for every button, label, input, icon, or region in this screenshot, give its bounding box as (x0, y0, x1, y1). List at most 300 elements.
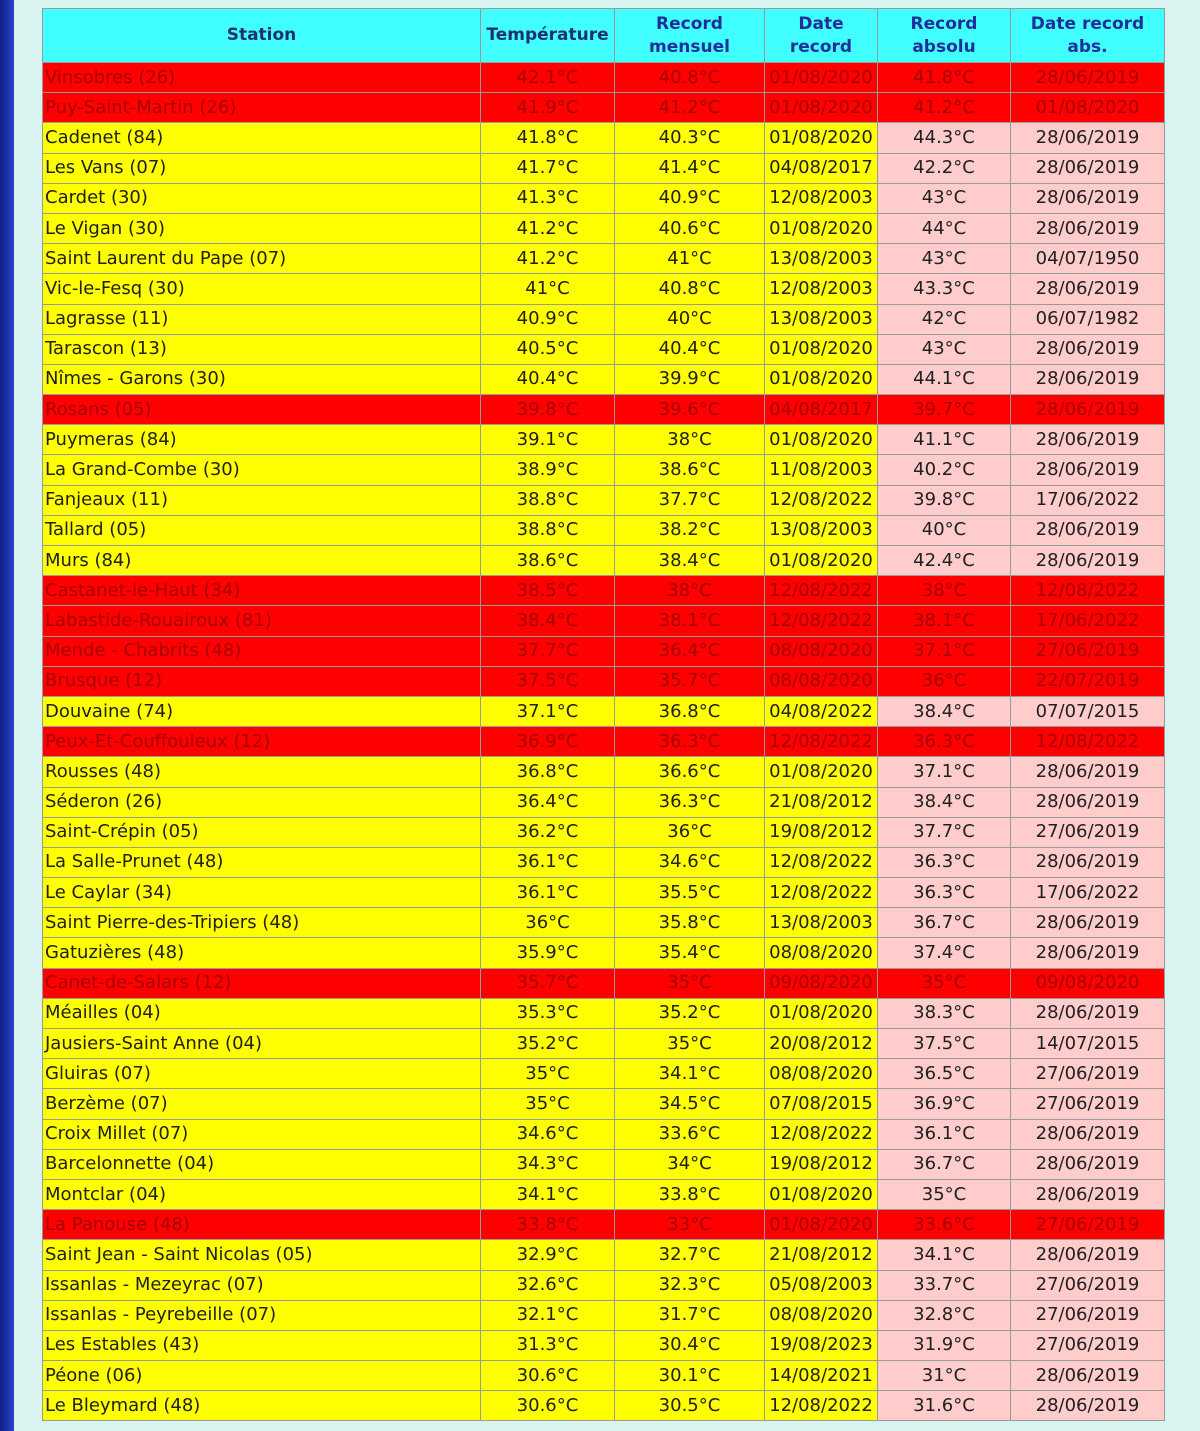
temperature-records-table (42, 8, 1165, 1421)
date-record-abs-cell: 22/07/2019 (1011, 666, 1165, 696)
absolute-record-cell: 37.1°C (878, 636, 1011, 666)
table-row (43, 244, 1165, 274)
date-record-cell: 21/08/2012 (765, 787, 878, 817)
station-cell: La Salle-Prunet (48) (43, 847, 481, 877)
station-cell: Brusque (12) (43, 666, 481, 696)
date-record-cell: 12/08/2022 (765, 878, 878, 908)
table-row (43, 546, 1165, 576)
temperature-cell: 32.6°C (481, 1270, 615, 1300)
date-record-cell: 01/08/2020 (765, 213, 878, 243)
temperature-cell: 38.4°C (481, 606, 615, 636)
temperature-cell: 37.5°C (481, 666, 615, 696)
date-record-cell: 12/08/2022 (765, 485, 878, 515)
table-row (43, 304, 1165, 334)
station-cell: Puymeras (84) (43, 425, 481, 455)
monthly-record-cell: 33.6°C (615, 1119, 765, 1149)
monthly-record-cell: 35.2°C (615, 998, 765, 1028)
station-cell: Méailles (04) (43, 998, 481, 1028)
temperature-cell: 34.1°C (481, 1179, 615, 1209)
absolute-record-cell: 36.3°C (878, 727, 1011, 757)
temperature-cell: 30.6°C (481, 1361, 615, 1391)
monthly-record-cell: 36.4°C (615, 636, 765, 666)
table-row (43, 666, 1165, 696)
temperature-cell: 35.3°C (481, 998, 615, 1028)
date-record-cell: 08/08/2020 (765, 666, 878, 696)
table-row (43, 274, 1165, 304)
temperature-cell: 38.8°C (481, 515, 615, 545)
date-record-abs-cell: 28/06/2019 (1011, 123, 1165, 153)
absolute-record-cell: 42°C (878, 304, 1011, 334)
date-record-abs-cell: 28/06/2019 (1011, 787, 1165, 817)
absolute-record-cell: 40°C (878, 515, 1011, 545)
monthly-record-cell: 40.4°C (615, 334, 765, 364)
absolute-record-cell: 31.6°C (878, 1391, 1011, 1421)
header-date-record-abs (1011, 9, 1165, 63)
monthly-record-cell: 36.6°C (615, 757, 765, 787)
table-row (43, 515, 1165, 545)
station-cell: Saint-Crépin (05) (43, 817, 481, 847)
date-record-cell: 13/08/2003 (765, 244, 878, 274)
table-row (43, 817, 1165, 847)
table-row (43, 1391, 1165, 1421)
station-cell: Les Estables (43) (43, 1330, 481, 1360)
absolute-record-cell: 37.7°C (878, 817, 1011, 847)
date-record-cell: 08/08/2020 (765, 1300, 878, 1330)
date-record-cell: 08/08/2020 (765, 938, 878, 968)
temperature-cell: 39.8°C (481, 395, 615, 425)
monthly-record-cell: 40.9°C (615, 183, 765, 213)
monthly-record-cell: 35.4°C (615, 938, 765, 968)
temperature-cell: 36.9°C (481, 727, 615, 757)
temperature-cell: 36.4°C (481, 787, 615, 817)
date-record-abs-cell: 27/06/2019 (1011, 1089, 1165, 1119)
absolute-record-cell: 42.2°C (878, 153, 1011, 183)
station-cell: Peux-Et-Couffouleux (12) (43, 727, 481, 757)
monthly-record-cell: 39.6°C (615, 395, 765, 425)
temperature-cell: 40.5°C (481, 334, 615, 364)
station-cell: Issanlas - Peyrebeille (07) (43, 1300, 481, 1330)
date-record-cell: 12/08/2003 (765, 183, 878, 213)
monthly-record-cell: 39.9°C (615, 364, 765, 394)
monthly-record-cell: 36.3°C (615, 727, 765, 757)
date-record-cell: 19/08/2023 (765, 1330, 878, 1360)
monthly-record-cell: 40.8°C (615, 63, 765, 93)
monthly-record-cell: 35.5°C (615, 878, 765, 908)
date-record-abs-cell: 27/06/2019 (1011, 1330, 1165, 1360)
station-cell: Vic-le-Fesq (30) (43, 274, 481, 304)
date-record-cell: 08/08/2020 (765, 1059, 878, 1089)
table-header (43, 9, 1165, 63)
station-cell: Saint Pierre-des-Tripiers (48) (43, 908, 481, 938)
date-record-abs-cell: 27/06/2019 (1011, 1059, 1165, 1089)
absolute-record-cell: 43°C (878, 244, 1011, 274)
temperature-cell: 30.6°C (481, 1391, 615, 1421)
table-row (43, 998, 1165, 1028)
date-record-cell: 04/08/2017 (765, 153, 878, 183)
absolute-record-cell: 38°C (878, 576, 1011, 606)
monthly-record-cell: 40°C (615, 304, 765, 334)
station-cell: Berzème (07) (43, 1089, 481, 1119)
station-cell: Rousses (48) (43, 757, 481, 787)
absolute-record-cell: 33.6°C (878, 1210, 1011, 1240)
temperature-cell: 36°C (481, 908, 615, 938)
station-cell: Cardet (30) (43, 183, 481, 213)
monthly-record-cell: 38.4°C (615, 546, 765, 576)
date-record-cell: 01/08/2020 (765, 63, 878, 93)
table-row (43, 425, 1165, 455)
absolute-record-cell: 37.1°C (878, 757, 1011, 787)
table-row (43, 455, 1165, 485)
date-record-abs-cell: 28/06/2019 (1011, 63, 1165, 93)
station-cell: Rosans (05) (43, 395, 481, 425)
date-record-abs-cell: 28/06/2019 (1011, 998, 1165, 1028)
date-record-abs-cell: 28/06/2019 (1011, 1119, 1165, 1149)
temperature-cell: 35.9°C (481, 938, 615, 968)
date-record-abs-cell: 28/06/2019 (1011, 153, 1165, 183)
temperature-cell: 38.6°C (481, 546, 615, 576)
header-date-record-abs-line1: Date record (1030, 13, 1145, 34)
temperature-cell: 35.2°C (481, 1029, 615, 1059)
page-background (14, 0, 1200, 1431)
monthly-record-cell: 32.3°C (615, 1270, 765, 1300)
temperature-cell: 40.9°C (481, 304, 615, 334)
date-record-abs-cell: 12/08/2022 (1011, 727, 1165, 757)
date-record-abs-cell: 28/06/2019 (1011, 847, 1165, 877)
absolute-record-cell: 36.7°C (878, 1149, 1011, 1179)
monthly-record-cell: 35°C (615, 968, 765, 998)
absolute-record-cell: 38.3°C (878, 998, 1011, 1028)
date-record-cell: 01/08/2020 (765, 123, 878, 153)
table-row (43, 1059, 1165, 1089)
temperature-cell: 42.1°C (481, 63, 615, 93)
table-row (43, 1361, 1165, 1391)
date-record-abs-cell: 28/06/2019 (1011, 938, 1165, 968)
header-absolute-record-line1: Record (910, 13, 978, 34)
monthly-record-cell: 35.8°C (615, 908, 765, 938)
absolute-record-cell: 36.1°C (878, 1119, 1011, 1149)
date-record-cell: 01/08/2020 (765, 998, 878, 1028)
date-record-cell: 13/08/2003 (765, 908, 878, 938)
table-row (43, 123, 1165, 153)
header-monthly-record (615, 9, 765, 63)
monthly-record-cell: 33.8°C (615, 1179, 765, 1209)
monthly-record-cell: 38.2°C (615, 515, 765, 545)
absolute-record-cell: 39.8°C (878, 485, 1011, 515)
date-record-cell: 01/08/2020 (765, 93, 878, 123)
date-record-cell: 20/08/2012 (765, 1029, 878, 1059)
date-record-cell: 01/08/2020 (765, 334, 878, 364)
absolute-record-cell: 36.3°C (878, 878, 1011, 908)
absolute-record-cell: 39.7°C (878, 395, 1011, 425)
date-record-abs-cell: 17/06/2022 (1011, 485, 1165, 515)
temperature-cell: 35.7°C (481, 968, 615, 998)
date-record-cell: 01/08/2020 (765, 546, 878, 576)
absolute-record-cell: 36.3°C (878, 847, 1011, 877)
absolute-record-cell: 42.4°C (878, 546, 1011, 576)
monthly-record-cell: 36°C (615, 817, 765, 847)
station-cell: Tarascon (13) (43, 334, 481, 364)
date-record-abs-cell: 07/07/2015 (1011, 696, 1165, 726)
monthly-record-cell: 38°C (615, 576, 765, 606)
date-record-cell: 04/08/2022 (765, 696, 878, 726)
header-absolute-record-line2: absolu (912, 36, 976, 57)
table-row (43, 757, 1165, 787)
station-cell: Barcelonnette (04) (43, 1149, 481, 1179)
date-record-cell: 01/08/2020 (765, 425, 878, 455)
monthly-record-cell: 40.6°C (615, 213, 765, 243)
date-record-abs-cell: 28/06/2019 (1011, 1391, 1165, 1421)
absolute-record-cell: 35°C (878, 968, 1011, 998)
station-cell: Tallard (05) (43, 515, 481, 545)
monthly-record-cell: 35°C (615, 1029, 765, 1059)
temperature-cell: 41.2°C (481, 213, 615, 243)
monthly-record-cell: 30.4°C (615, 1330, 765, 1360)
date-record-cell: 21/08/2012 (765, 1240, 878, 1270)
table-row (43, 153, 1165, 183)
temperature-cell: 32.1°C (481, 1300, 615, 1330)
monthly-record-cell: 40.8°C (615, 274, 765, 304)
monthly-record-cell: 38°C (615, 425, 765, 455)
header-date-record-abs-line2: abs. (1067, 36, 1108, 57)
date-record-abs-cell: 27/06/2019 (1011, 1300, 1165, 1330)
table-row (43, 938, 1165, 968)
temperature-cell: 34.3°C (481, 1149, 615, 1179)
date-record-abs-cell: 28/06/2019 (1011, 515, 1165, 545)
station-cell: Douvaine (74) (43, 696, 481, 726)
date-record-abs-cell: 06/07/1982 (1011, 304, 1165, 334)
header-row (43, 9, 1165, 63)
date-record-cell: 07/08/2015 (765, 1089, 878, 1119)
monthly-record-cell: 34.5°C (615, 1089, 765, 1119)
date-record-abs-cell: 27/06/2019 (1011, 1210, 1165, 1240)
date-record-cell: 09/08/2020 (765, 968, 878, 998)
date-record-abs-cell: 27/06/2019 (1011, 1270, 1165, 1300)
table-row (43, 213, 1165, 243)
absolute-record-cell: 36.7°C (878, 908, 1011, 938)
date-record-abs-cell: 17/06/2022 (1011, 606, 1165, 636)
station-cell: La Panouse (48) (43, 1210, 481, 1240)
absolute-record-cell: 37.5°C (878, 1029, 1011, 1059)
absolute-record-cell: 35°C (878, 1179, 1011, 1209)
absolute-record-cell: 43.3°C (878, 274, 1011, 304)
table-row (43, 334, 1165, 364)
date-record-cell: 13/08/2003 (765, 515, 878, 545)
date-record-cell: 11/08/2003 (765, 455, 878, 485)
temperature-cell: 41.7°C (481, 153, 615, 183)
table-row (43, 968, 1165, 998)
table-row (43, 1240, 1165, 1270)
table-row (43, 1270, 1165, 1300)
table-body (43, 63, 1165, 1421)
absolute-record-cell: 44.1°C (878, 364, 1011, 394)
monthly-record-cell: 38.1°C (615, 606, 765, 636)
absolute-record-cell: 34.1°C (878, 1240, 1011, 1270)
monthly-record-cell: 36.3°C (615, 787, 765, 817)
table-row (43, 1089, 1165, 1119)
temperature-cell: 41°C (481, 274, 615, 304)
table-row (43, 727, 1165, 757)
temperature-cell: 36.8°C (481, 757, 615, 787)
absolute-record-cell: 44°C (878, 213, 1011, 243)
table-row (43, 1149, 1165, 1179)
temperature-cell: 34.6°C (481, 1119, 615, 1149)
monthly-record-cell: 32.7°C (615, 1240, 765, 1270)
date-record-abs-cell: 28/06/2019 (1011, 183, 1165, 213)
date-record-abs-cell: 28/06/2019 (1011, 546, 1165, 576)
date-record-abs-cell: 12/08/2022 (1011, 576, 1165, 606)
temperature-cell: 36.1°C (481, 878, 615, 908)
absolute-record-cell: 40.2°C (878, 455, 1011, 485)
date-record-cell: 12/08/2022 (765, 847, 878, 877)
table-row (43, 63, 1165, 93)
table-row (43, 847, 1165, 877)
table-row (43, 636, 1165, 666)
temperature-cell: 35°C (481, 1089, 615, 1119)
station-cell: Le Vigan (30) (43, 213, 481, 243)
table-row (43, 1179, 1165, 1209)
temperature-cell: 37.1°C (481, 696, 615, 726)
station-cell: La Grand-Combe (30) (43, 455, 481, 485)
date-record-cell: 01/08/2020 (765, 1210, 878, 1240)
monthly-record-cell: 35.7°C (615, 666, 765, 696)
date-record-abs-cell: 28/06/2019 (1011, 1361, 1165, 1391)
station-cell: Canet-de-Salars (12) (43, 968, 481, 998)
monthly-record-cell: 31.7°C (615, 1300, 765, 1330)
monthly-record-cell: 41.4°C (615, 153, 765, 183)
station-cell: Nîmes - Garons (30) (43, 364, 481, 394)
monthly-record-cell: 38.6°C (615, 455, 765, 485)
temperature-cell: 41.2°C (481, 244, 615, 274)
absolute-record-cell: 38.4°C (878, 787, 1011, 817)
temperature-cell: 36.2°C (481, 817, 615, 847)
absolute-record-cell: 37.4°C (878, 938, 1011, 968)
absolute-record-cell: 36°C (878, 666, 1011, 696)
station-cell: Fanjeaux (11) (43, 485, 481, 515)
header-temperature: Température (481, 9, 615, 63)
table-row (43, 395, 1165, 425)
left-border-strip (0, 0, 14, 1431)
absolute-record-cell: 41.2°C (878, 93, 1011, 123)
station-cell: Saint Laurent du Pape (07) (43, 244, 481, 274)
monthly-record-cell: 34°C (615, 1149, 765, 1179)
station-cell: Labastide-Rouairoux (81) (43, 606, 481, 636)
station-cell: Montclar (04) (43, 1179, 481, 1209)
station-cell: Croix Millet (07) (43, 1119, 481, 1149)
date-record-abs-cell: 28/06/2019 (1011, 395, 1165, 425)
absolute-record-cell: 33.7°C (878, 1270, 1011, 1300)
absolute-record-cell: 43°C (878, 334, 1011, 364)
date-record-cell: 12/08/2022 (765, 576, 878, 606)
station-cell: Puy-Saint-Martin (26) (43, 93, 481, 123)
absolute-record-cell: 44.3°C (878, 123, 1011, 153)
date-record-cell: 01/08/2020 (765, 364, 878, 394)
date-record-cell: 12/08/2022 (765, 606, 878, 636)
table-row (43, 908, 1165, 938)
station-cell: Gluiras (07) (43, 1059, 481, 1089)
temperature-cell: 32.9°C (481, 1240, 615, 1270)
station-cell: Issanlas - Mezeyrac (07) (43, 1270, 481, 1300)
station-cell: Saint Jean - Saint Nicolas (05) (43, 1240, 481, 1270)
date-record-cell: 04/08/2017 (765, 395, 878, 425)
header-monthly-record-line1: Record (656, 13, 723, 34)
table-row (43, 364, 1165, 394)
station-cell: Mende - Chabrits (48) (43, 636, 481, 666)
table-row (43, 1300, 1165, 1330)
station-cell: Vinsobres (26) (43, 63, 481, 93)
date-record-abs-cell: 27/06/2019 (1011, 817, 1165, 847)
table-row (43, 696, 1165, 726)
absolute-record-cell: 36.9°C (878, 1089, 1011, 1119)
absolute-record-cell: 32.8°C (878, 1300, 1011, 1330)
absolute-record-cell: 36.5°C (878, 1059, 1011, 1089)
date-record-cell: 08/08/2020 (765, 636, 878, 666)
date-record-abs-cell: 28/06/2019 (1011, 1179, 1165, 1209)
temperature-cell: 36.1°C (481, 847, 615, 877)
date-record-abs-cell: 28/06/2019 (1011, 757, 1165, 787)
date-record-abs-cell: 28/06/2019 (1011, 213, 1165, 243)
monthly-record-cell: 30.1°C (615, 1361, 765, 1391)
station-cell: Jausiers-Saint Anne (04) (43, 1029, 481, 1059)
monthly-record-cell: 37.7°C (615, 485, 765, 515)
date-record-cell: 01/08/2020 (765, 757, 878, 787)
station-cell: Gatuzières (48) (43, 938, 481, 968)
monthly-record-cell: 34.6°C (615, 847, 765, 877)
absolute-record-cell: 43°C (878, 183, 1011, 213)
station-cell: Cadenet (84) (43, 123, 481, 153)
station-cell: Lagrasse (11) (43, 304, 481, 334)
absolute-record-cell: 31°C (878, 1361, 1011, 1391)
table-row (43, 1330, 1165, 1360)
temperature-cell: 39.1°C (481, 425, 615, 455)
monthly-record-cell: 41°C (615, 244, 765, 274)
station-cell: Séderon (26) (43, 787, 481, 817)
date-record-abs-cell: 17/06/2022 (1011, 878, 1165, 908)
temperature-cell: 38.5°C (481, 576, 615, 606)
date-record-abs-cell: 28/06/2019 (1011, 455, 1165, 485)
station-cell: Le Bleymard (48) (43, 1391, 481, 1421)
temperature-cell: 40.4°C (481, 364, 615, 394)
table-row (43, 1119, 1165, 1149)
date-record-cell: 01/08/2020 (765, 1179, 878, 1209)
temperature-cell: 33.8°C (481, 1210, 615, 1240)
date-record-abs-cell: 28/06/2019 (1011, 364, 1165, 394)
temperature-cell: 41.3°C (481, 183, 615, 213)
monthly-record-cell: 40.3°C (615, 123, 765, 153)
temperature-cell: 41.8°C (481, 123, 615, 153)
header-date-record (765, 9, 878, 63)
date-record-abs-cell: 28/06/2019 (1011, 908, 1165, 938)
date-record-abs-cell: 01/08/2020 (1011, 93, 1165, 123)
temperature-cell: 41.9°C (481, 93, 615, 123)
table-row (43, 606, 1165, 636)
header-monthly-record-line2: mensuel (649, 36, 730, 57)
temperature-cell: 35°C (481, 1059, 615, 1089)
date-record-abs-cell: 14/07/2015 (1011, 1029, 1165, 1059)
table-row (43, 485, 1165, 515)
header-station: Station (43, 9, 481, 63)
date-record-cell: 12/08/2022 (765, 1119, 878, 1149)
temperature-cell: 37.7°C (481, 636, 615, 666)
station-cell: Castanet-le-Haut (34) (43, 576, 481, 606)
absolute-record-cell: 38.1°C (878, 606, 1011, 636)
date-record-abs-cell: 28/06/2019 (1011, 425, 1165, 455)
date-record-cell: 12/08/2022 (765, 1391, 878, 1421)
monthly-record-cell: 41.2°C (615, 93, 765, 123)
temperature-cell: 38.8°C (481, 485, 615, 515)
monthly-record-cell: 30.5°C (615, 1391, 765, 1421)
table-row (43, 576, 1165, 606)
date-record-abs-cell: 28/06/2019 (1011, 1240, 1165, 1270)
